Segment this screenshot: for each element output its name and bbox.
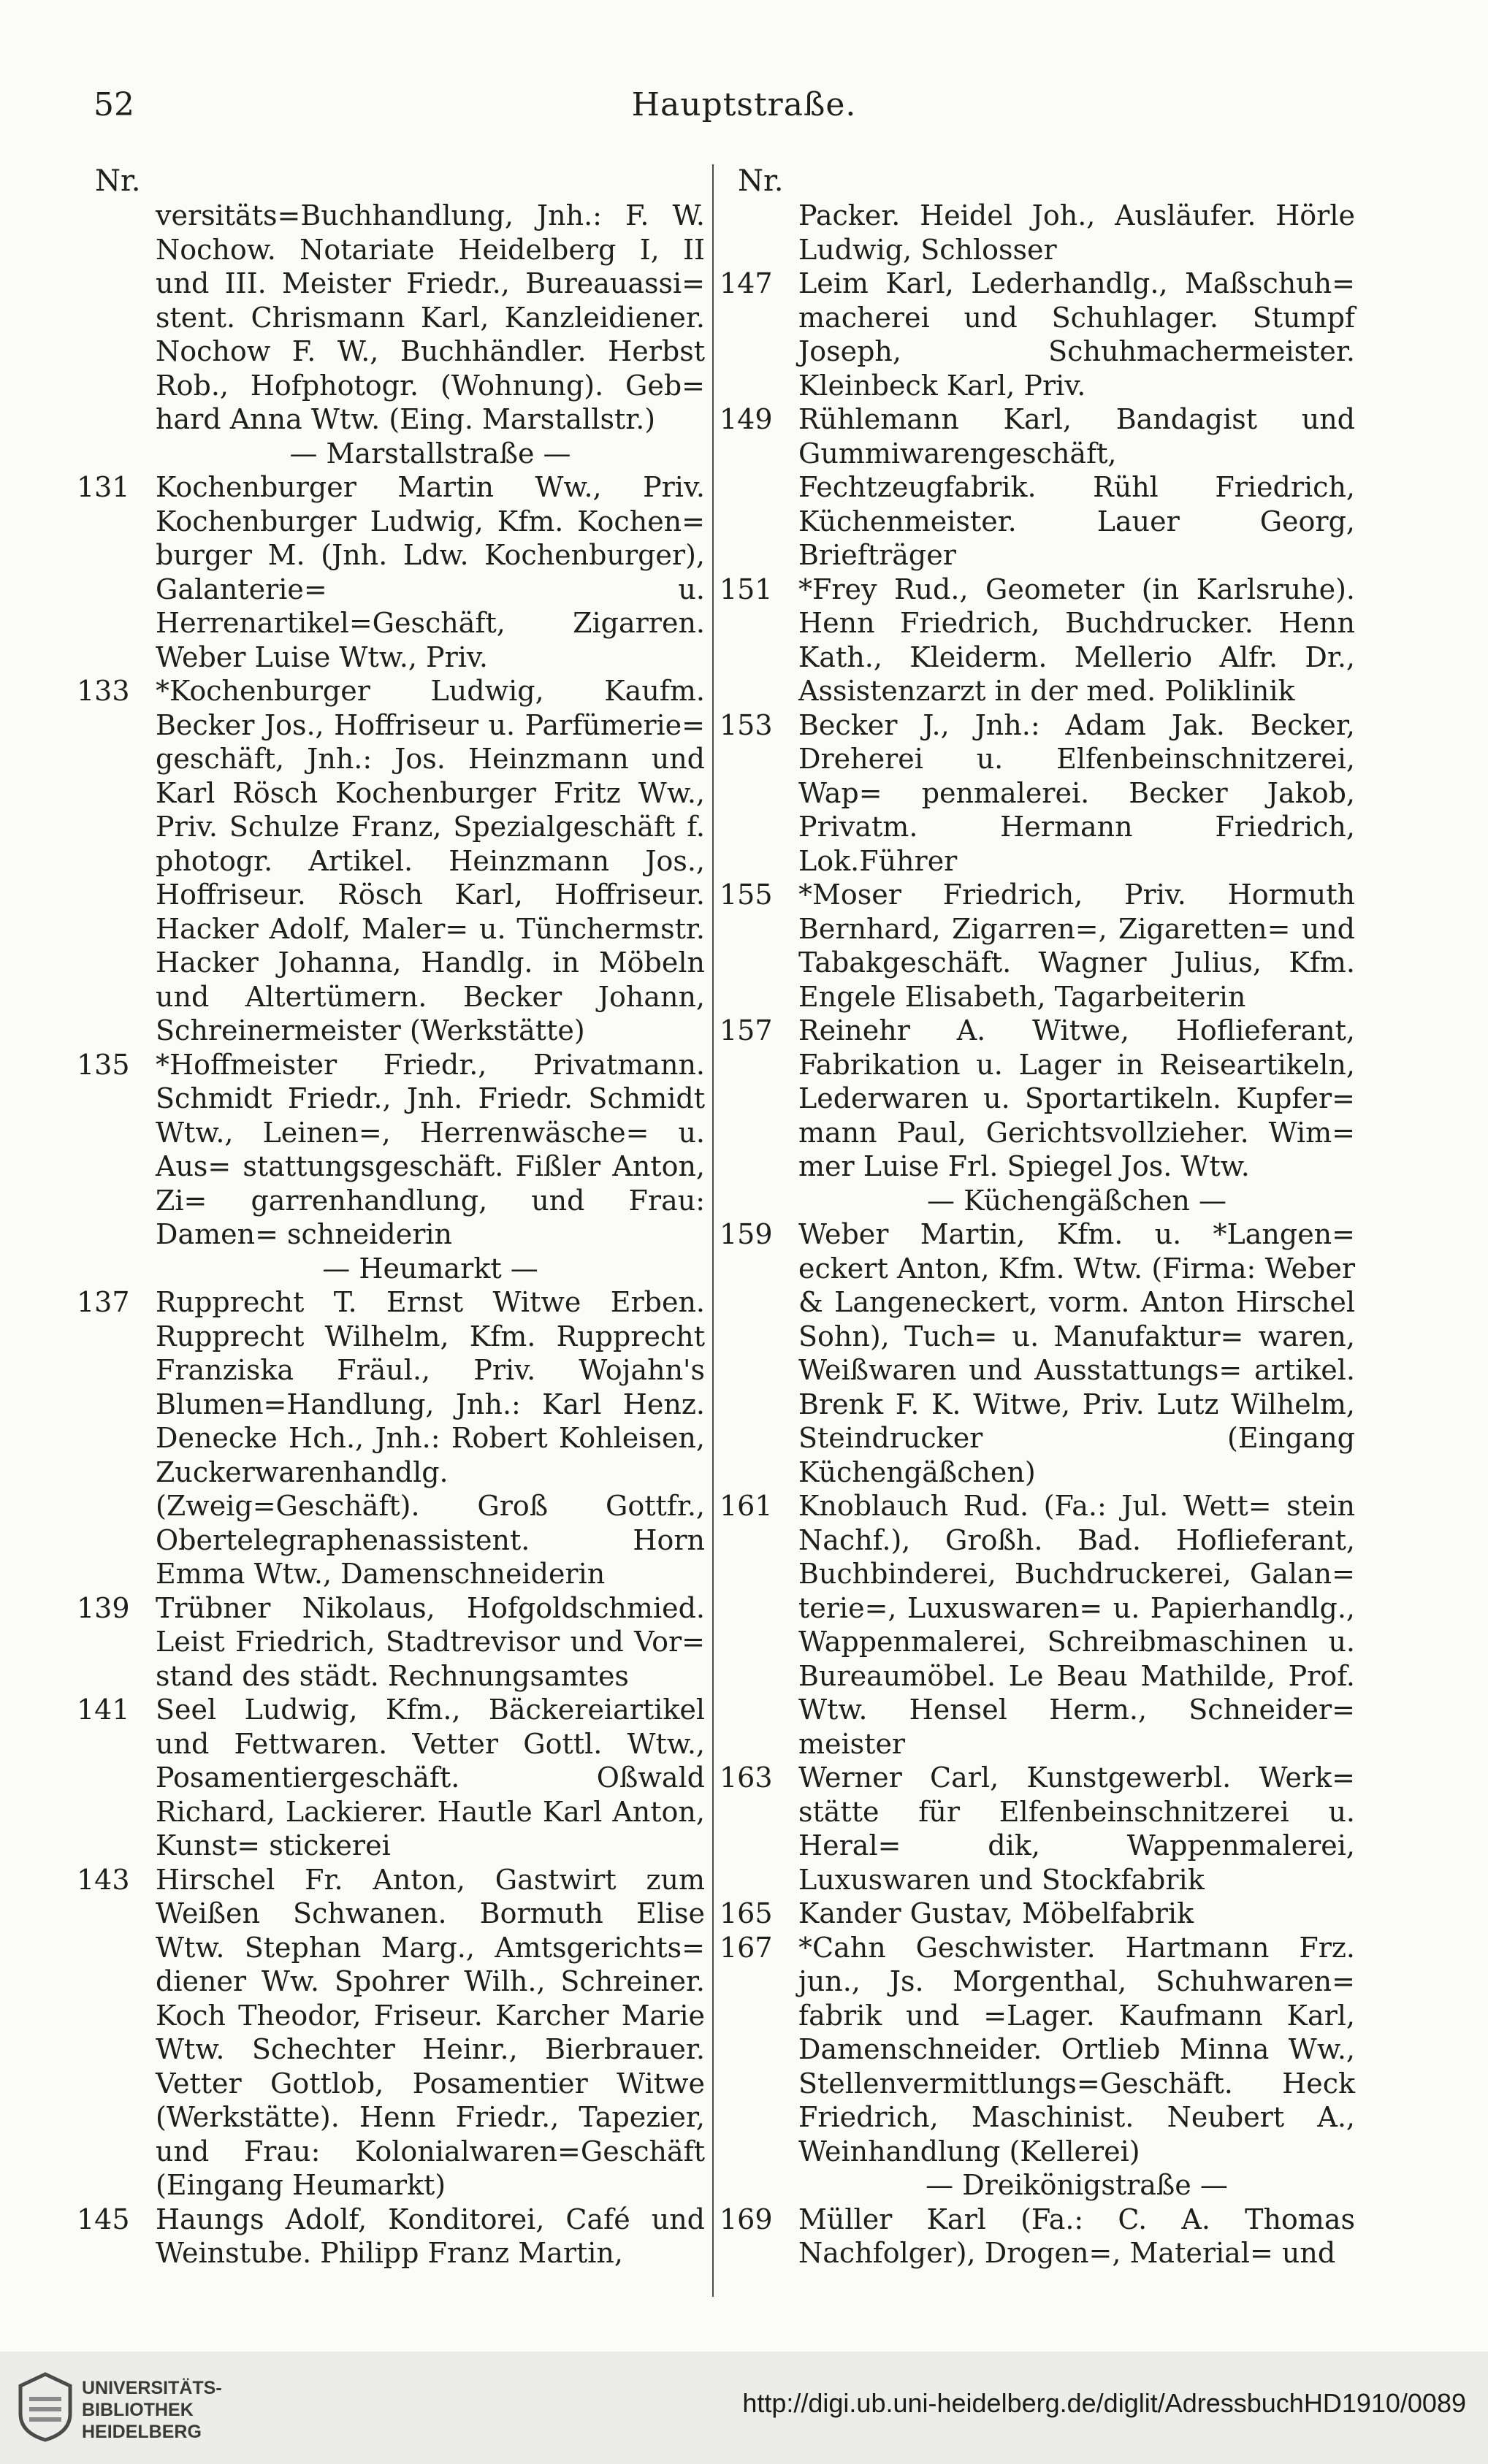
entry xyxy=(712,708,1355,879)
entry-text: Becker J., Jnh.: Adam Jak. Becker, Dreherei u. Elfenbeinschnitzerei, Wap= penmalerei. Becker Jakob, Privatm. Hermann Friedrich, Lok.Führer xyxy=(798,708,1355,877)
source-url[interactable]: http://digi.ub.uni-heidelberg.de/diglit/AdressbuchHD1910/0089 xyxy=(742,2388,1466,2418)
house-number: 169 xyxy=(720,2203,773,2235)
house-number: 155 xyxy=(720,879,773,911)
entry xyxy=(69,199,705,437)
entry xyxy=(712,1014,1355,1184)
entry xyxy=(69,2203,705,2270)
entry-text: *Kochenburger Ludwig, Kaufm. Becker Jos., Hoffriseur u. Parfümerie= geschäft, Jnh.: Jos. Heinzmann und Karl Rösch Kochenburger Fritz Ww., Priv. Schulze Franz, Spezialgeschäft f. photogr. Artikel. Heinzmann Jos., Hoffriseur. Rösch Karl, Hoffriseur. Hacker Adolf, Maler= u. Tünchermstr. Hacker Johanna, Handlg. in Möbeln und Altertümern. Becker Johann, Schreinermeister (Werkstätte) xyxy=(156,675,705,1047)
left-column xyxy=(69,164,705,2270)
house-number: 133 xyxy=(77,675,130,707)
house-number: 163 xyxy=(720,1761,773,1794)
entry xyxy=(712,1931,1355,2169)
entry-text: Knoblauch Rud. (Fa.: Jul. Wett= stein Nachf.), Großh. Bad. Hoflieferant, Buchbinderei, Buchdruckerei, Galan= terie=, Luxuswaren= u. Papierhandlg., Wappenmalerei, Schreibmaschinen u. Bureaumöbel. Le Beau Mathilde, Prof. Wtw. Hensel Herm., Schneider= meister xyxy=(798,1490,1355,1760)
house-number: 159 xyxy=(720,1218,773,1250)
entry-text: Reinehr A. Witwe, Hoflieferant, Fabrikation u. Lager in Reiseartikeln, Lederwaren u. Sportartikeln. Kupfer= mann Paul, Gerichtsvollzieher. Wim= mer Luise Frl. Spiegel Jos. Wtw. xyxy=(798,1014,1355,1182)
street-heading: — Küchengäßchen — xyxy=(927,1184,1226,1217)
house-number: 151 xyxy=(720,573,773,605)
entry xyxy=(712,573,1355,708)
entry xyxy=(69,1285,705,1591)
entry xyxy=(69,1048,705,1252)
entry-text: Leim Karl, Lederhandlg., Maßschuh= macherei und Schuhlager. Stumpf Joseph, Schuhmachermeister. Kleinbeck Karl, Priv. xyxy=(798,267,1355,402)
house-number: 143 xyxy=(77,1863,130,1896)
house-number: 149 xyxy=(720,403,773,435)
entry-text: Trübner Nikolaus, Hofgoldschmied. Leist Friedrich, Stadtrevisor und Vor= stand des städt. Rechnungsamtes xyxy=(156,1591,705,1692)
entry xyxy=(69,470,705,674)
house-number: 137 xyxy=(77,1286,130,1318)
entry xyxy=(712,1897,1355,1931)
entry xyxy=(712,402,1355,573)
right-column xyxy=(712,164,1355,2270)
house-number: 161 xyxy=(720,1490,773,1522)
house-number: 131 xyxy=(77,471,130,503)
entry xyxy=(712,1761,1355,1897)
entry xyxy=(69,1591,705,1694)
entry-text: Rühlemann Karl, Bandagist und Gummiwarengeschäft, Fechtzeugfabrik. Rühl Friedrich, Küchenmeister. Lauer Georg, Briefträger xyxy=(798,403,1355,571)
street-heading: — Marstallstraße — xyxy=(289,437,571,470)
page-number: 52 xyxy=(94,86,134,123)
entry-text: Müller Karl (Fa.: C. A. Thomas Nachfolger), Drogen=, Material= und xyxy=(798,2203,1355,2269)
entry-text: Kochenburger Martin Ww., Priv. Kochenburger Ludwig, Kfm. Kochen= burger M. (Jnh. Ldw. Kochenburger), Galanterie= u. Herrenartikel=Geschäft, Zigarren. Weber Luise Wtw., Priv. xyxy=(156,471,705,673)
house-number: 147 xyxy=(720,267,773,299)
house-number: 165 xyxy=(720,1897,773,1929)
entry xyxy=(712,267,1355,402)
nr-label: Nr. xyxy=(738,164,784,198)
entry-text: *Cahn Geschwister. Hartmann Frz. jun., Js. Morgenthal, Schuhwaren= fabrik und =Lager. Kaufmann Karl, Damenschneider. Ortlieb Minna Ww., Stellenvermittlungs=Geschäft. Heck Friedrich, Maschinist. Neubert A., Weinhandlung (Kellerei) xyxy=(798,1931,1355,2168)
entry-text: Werner Carl, Kunstgewerbl. Werk= stätte für Elfenbeinschnitzerei u. Heral= dik, Wappenmalerei, Luxuswaren und Stockfabrik xyxy=(798,1761,1355,1896)
house-number: 157 xyxy=(720,1014,773,1047)
entry-text: Kander Gustav, Möbelfabrik xyxy=(798,1897,1194,1929)
entry-text: *Hoffmeister Friedr., Privatmann. Schmidt Friedr., Jnh. Friedr. Schmidt Wtw., Leinen=, Herrenwäsche= u. Aus= stattungsgeschäft. Fißler Anton, Zi= garrenhandlung, und Frau: Damen= schneiderin xyxy=(156,1048,705,1250)
nr-label: Nr. xyxy=(95,164,141,198)
house-number: 135 xyxy=(77,1048,130,1081)
house-number: 145 xyxy=(77,2203,130,2235)
house-number: 139 xyxy=(77,1591,130,1624)
library-logo-icon xyxy=(16,2370,75,2443)
entry xyxy=(69,1863,705,2203)
entry-text: versitäts=Buchhandlung, Jnh.: F. W. Nochow. Notariate Heidelberg I, II und III. Meister Friedr., Bureauassi= stent. Chrismann Karl, Kanzleidiener. Nochow F. W., Buchhändler. Herbst Rob., Hofphotogr. (Wohnung). Geb= hard Anna Wtw. (Eing. Marstallstr.) xyxy=(156,199,705,435)
street-heading: — Dreikönigstraße — xyxy=(926,2169,1228,2201)
entry-text: Seel Ludwig, Kfm., Bäckereiartikel und Fettwaren. Vetter Gottl. Wtw., Posamentiergeschäft. Oßwald Richard, Lackierer. Hautle Karl Anton, Kunst= stickerei xyxy=(156,1694,705,1862)
entry xyxy=(712,199,1355,267)
entry xyxy=(712,2203,1355,2270)
entry-text: *Frey Rud., Geometer (in Karlsruhe). Henn Friedrich, Buchdrucker. Henn Kath., Kleiderm. Mellerio Alfr. Dr., Assistenzarzt in der med. Poliklinik xyxy=(798,573,1355,707)
entry-text: Packer. Heidel Joh., Ausläufer. Hörle Ludwig, Schlosser xyxy=(798,199,1355,266)
entry-text: Hirschel Fr. Anton, Gastwirt zum Weißen Schwanen. Bormuth Elise Wtw. Stephan Marg., Amtsgerichts= diener Ww. Spohrer Wilh., Schreiner. Koch Theodor, Friseur. Karcher Marie Wtw. Schechter Heinr., Bierbrauer. Vetter Gottlob, Posamentier Witwe (Werkstätte). Henn Friedr., Tapezier, und Frau: Kolonialwaren=Geschäft (Eingang Heumarkt) xyxy=(156,1863,705,2201)
entry-text: *Moser Friedrich, Priv. Hormuth Bernhard, Zigarren=, Zigaretten= und Tabakgeschäft. Wagner Julius, Kfm. Engele Elisabeth, Tagarbeiterin xyxy=(798,879,1355,1013)
entry xyxy=(712,878,1355,1014)
page-title: Hauptstraße. xyxy=(631,86,857,123)
house-number: 153 xyxy=(720,708,773,741)
entry xyxy=(69,674,705,1048)
entry xyxy=(712,1489,1355,1761)
entry-text: Weber Martin, Kfm. u. *Langen= eckert Anton, Kfm. Wtw. (Firma: Weber & Langeneckert, vorm. Anton Hirschel Sohn), Tuch= u. Manufaktur= waren, Weißwaren und Ausstattungs= artikel. Brenk F. K. Witwe, Priv. Lutz Wilhelm, Steindrucker (Eingang Küchengäßchen) xyxy=(798,1218,1355,1488)
entry-text: Haungs Adolf, Konditorei, Café und Weinstube. Philipp Franz Martin, xyxy=(156,2203,705,2269)
street-heading: — Heumarkt — xyxy=(322,1252,538,1285)
house-number: 141 xyxy=(77,1694,130,1726)
entry-text: Rupprecht T. Ernst Witwe Erben. Rupprecht Wilhelm, Kfm. Rupprecht Franziska Fräul., Priv. Wojahn's Blumen=Handlung, Jnh.: Karl Henz. Denecke Hch., Jnh.: Robert Kohleisen, Zuckerwarenhandlg. (Zweig=Geschäft). Groß Gottfr., Obertelegraphenassistent. Horn Emma Wtw., Damenschneiderin xyxy=(156,1286,705,1590)
entry xyxy=(712,1217,1355,1489)
library-logo-text: UNIVERSITÄTS- BIBLIOTHEK HEIDELBERG xyxy=(82,2378,222,2442)
house-number: 167 xyxy=(720,1931,773,1964)
entry xyxy=(69,1693,705,1863)
